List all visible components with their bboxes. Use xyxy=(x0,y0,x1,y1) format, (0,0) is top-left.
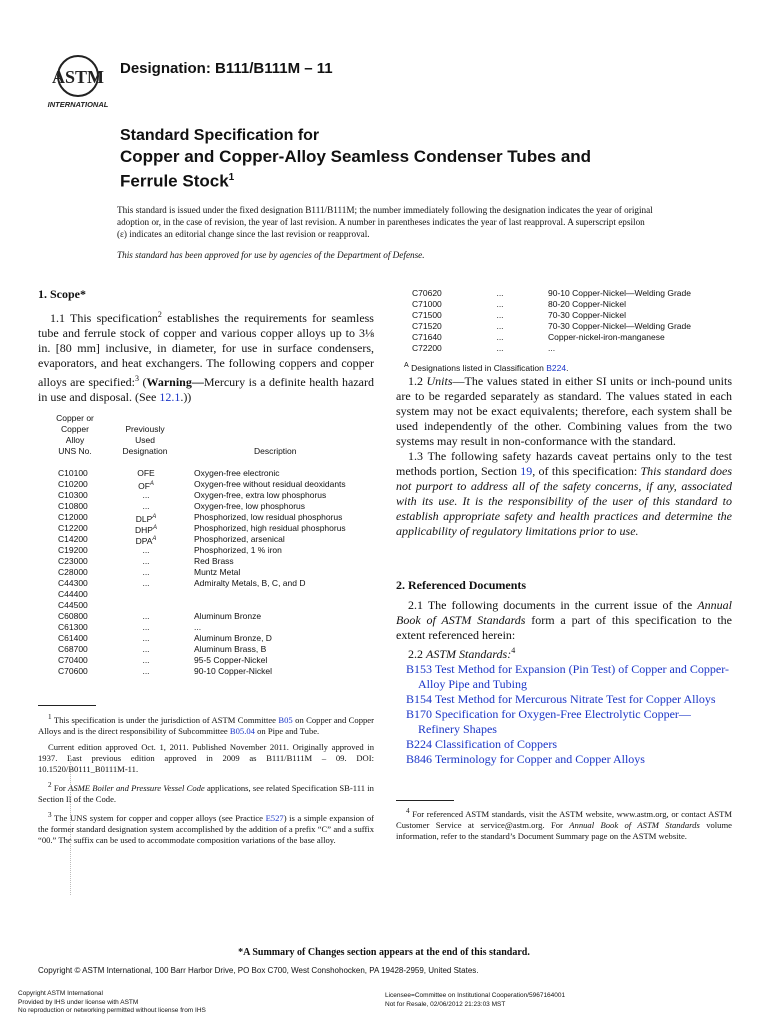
previous-designation: ... xyxy=(496,343,504,353)
margin-dots xyxy=(70,755,72,895)
uns-number: C44400 xyxy=(58,589,88,599)
previous-designation: ... xyxy=(496,321,504,331)
previous-designation: ... xyxy=(142,556,150,566)
table-row xyxy=(58,655,378,666)
alloy-description: Oxygen-free electronic xyxy=(194,468,280,478)
refs-heading: 2. Referenced Documents xyxy=(396,578,527,592)
uns-number: C70400 xyxy=(58,655,88,665)
safety-paragraph: 1.3 The following safety hazards caveat pertains only to the test methods portion, Section 19, of this specification: This standard does not purport to address all of the safety concerns, if any, associated with its use. It is the responsibility of the user of this standard to establish appropriate safety and health practices and determine the applicability of regulatory limitations prior to use. xyxy=(396,449,732,538)
alloy-description: Oxygen-free, extra low phosphorus xyxy=(194,490,327,500)
reference-item xyxy=(406,692,732,707)
alloy-table-right xyxy=(412,288,732,354)
footnote-3: $^3$ The UNS system for copper and copper alloys (see Practice E527) is a simple expansion of the former standard designation system accomplished by the addition of a prefix “C” and a suffix “00.” The suffix can be used to accommodate composition variations of the base alloy. xyxy=(38,810,374,845)
table-row xyxy=(58,501,378,512)
alloy-table-header xyxy=(52,413,372,463)
previous-designation: ... xyxy=(142,622,150,632)
footnote-4: $^4$ For referenced ASTM standards, visit the ASTM website, www.astm.org, or contact ASTM Customer Service at service@astm.org. For Annual Book of ASTM Standards volume information, refer to the standard’s Document Summary page on the ASTM website. xyxy=(396,807,732,841)
previous-designation: ... xyxy=(142,567,150,577)
previous-designation: ... xyxy=(142,501,150,511)
alloy-description: Phosphorized, low residual phosphorus xyxy=(194,512,343,522)
col-uns-header: Copper or Copper Alloy UNS No. xyxy=(56,413,94,456)
table-row xyxy=(58,545,378,556)
refs-paragraph-2-1: 2.1 The following documents in the current issue of the Annual Book of ASTM Standards form a part of this specification to the extent referenced herein: xyxy=(396,598,732,642)
previous-designation: ... xyxy=(496,332,504,342)
uns-number: C71520 xyxy=(412,321,442,331)
footnote-rule xyxy=(38,705,96,706)
alloy-description: Aluminum Bronze, D xyxy=(194,633,272,643)
title-line-3: Ferrule Stock$^1$ xyxy=(120,171,235,191)
section-19-link[interactable]: 19 xyxy=(520,464,533,478)
uns-number: C70620 xyxy=(412,288,442,298)
b05-04-link[interactable]: B05.04 xyxy=(229,725,255,736)
uns-number: C44500 xyxy=(58,600,88,610)
previous-designation: ... xyxy=(496,299,504,309)
notice-paragraph: This standard is issued under the fixed designation B111/B111M; the number immediately following the designation indicates the year of original adoption or, in the case of revision, the year of last revision. A number in parentheses indicates the year of last reapproval. A superscript epsilon (ε) indicates an editorial change since the last revision or reapproval. xyxy=(117,205,653,239)
alloy-description: 70-30 Copper-Nickel xyxy=(548,310,626,320)
uns-number: C10200 xyxy=(58,479,88,489)
e527-link[interactable]: E527 xyxy=(265,812,284,823)
table-row xyxy=(58,468,378,479)
title-line-1: Standard Specification for xyxy=(120,127,320,144)
refs-paragraph-2-2: 2.2 ASTM Standards:$^4$ xyxy=(408,646,516,661)
uns-number: C12200 xyxy=(58,523,88,533)
footnotes-left xyxy=(38,712,374,851)
alloy-table-left xyxy=(58,468,378,677)
section-12-1-link[interactable]: 12.1 xyxy=(159,390,181,404)
table-row xyxy=(412,299,732,310)
previous-designation: ... xyxy=(142,666,150,676)
uns-number: C44300 xyxy=(58,578,88,588)
designation: Designation: B111/B111M – 11 xyxy=(120,60,333,77)
alloy-description: Phosphorized, 1 % iron xyxy=(194,545,282,555)
reference-item xyxy=(406,662,732,692)
previous-designation: ... xyxy=(142,578,150,588)
alloy-description: ... xyxy=(194,622,202,632)
reference-code-link[interactable]: B224 xyxy=(406,737,433,751)
table-row xyxy=(58,622,378,633)
copyright-line: Copyright © ASTM International, 100 Barr Harbor Drive, PO Box C700, West Conshohocken, PA 19428-2959, United States. xyxy=(38,966,479,975)
uns-number: C61400 xyxy=(58,633,88,643)
alloy-description: Oxygen-free without residual deoxidants xyxy=(194,479,346,489)
footnote-2: $^2$ For ASME Boiler and Pressure Vessel Code applications, see related Specification SB-111 in Section II of the Code. xyxy=(38,780,374,804)
alloy-description: ... xyxy=(548,343,556,353)
reference-title-link[interactable]: Test Method for Mercurous Nitrate Test for Copper Alloys xyxy=(434,692,716,706)
alloy-description: Aluminum Brass, B xyxy=(194,644,267,654)
astm-standards-list xyxy=(396,662,732,767)
scope-heading: 1. Scope* xyxy=(38,287,86,301)
table-row xyxy=(412,288,732,299)
reference-code-link[interactable]: B170 xyxy=(406,707,433,721)
alloy-description: Phosphorized, high residual phosphorus xyxy=(194,523,346,533)
footnotes-right xyxy=(396,806,732,847)
uns-number: C12000 xyxy=(58,512,88,522)
previous-designation: ... xyxy=(496,310,504,320)
table-row xyxy=(412,343,732,354)
table-row xyxy=(58,633,378,644)
previous-designation: $OF^A$ xyxy=(138,480,154,491)
table-row xyxy=(58,479,378,490)
uns-number: C10300 xyxy=(58,490,88,500)
alloy-description: Phosphorized, arsenical xyxy=(194,534,285,544)
table-row xyxy=(58,512,378,523)
table-footnote: $^A$ Designations listed in Classification B224. xyxy=(404,361,569,373)
previous-designation: ... xyxy=(496,288,504,298)
alloy-description: 95-5 Copper-Nickel xyxy=(194,655,268,665)
reference-title-link[interactable]: Classification of Coppers xyxy=(435,737,557,751)
table-row xyxy=(412,310,732,321)
table-row xyxy=(58,556,378,567)
col-desc-header: Description xyxy=(254,446,297,456)
alloy-description: 70-30 Copper-Nickel—Welding Grade xyxy=(548,321,691,331)
title-line-2: Copper and Copper-Alloy Seamless Condenser Tubes and xyxy=(120,147,592,166)
b224-table-link[interactable]: B224 xyxy=(546,362,567,373)
uns-number: C68700 xyxy=(58,644,88,654)
alloy-description: Admiralty Metals, B, C, and D xyxy=(194,578,306,588)
table-row xyxy=(58,534,378,545)
table-row xyxy=(58,589,378,600)
previous-designation: ... xyxy=(142,655,150,665)
table-row xyxy=(58,600,378,611)
previous-designation: ... xyxy=(142,545,150,555)
uns-number: C71000 xyxy=(412,299,442,309)
table-row xyxy=(58,611,378,622)
col-prev-header: Previously Used Designation xyxy=(122,424,168,456)
table-row xyxy=(58,567,378,578)
previous-designation: ... xyxy=(142,644,150,654)
previous-designation: $DPA^A$ xyxy=(135,535,157,546)
uns-number: C60800 xyxy=(58,611,88,621)
alloy-description: Copper-nickel-iron-manganese xyxy=(548,332,665,342)
reference-title-link[interactable]: Terminology for Copper and Copper Alloys xyxy=(434,752,645,766)
reference-title-link[interactable]: Test Method for Expansion (Pin Test) of Copper and Copper-Alloy Pipe and Tubing xyxy=(418,662,729,691)
previous-designation: $DLP^A$ xyxy=(135,513,157,524)
previous-designation: $DHP^A$ xyxy=(135,524,157,535)
table-row xyxy=(412,332,732,343)
footnote-1-edition: Current edition approved Oct. 1, 2011. Published November 2011. Originally approved in 1937. Last previous edition approved in 2009 as B111/B111M – 09. DOI: 10.1520/B0111_B0111M-11. xyxy=(38,741,374,774)
alloy-description: 90-10 Copper-Nickel—Welding Grade xyxy=(548,288,691,298)
license-left: Copyright ASTM International Provided by IHS under license with ASTM No reproduction or networking permitted without license from IHS xyxy=(18,990,206,1014)
uns-number: C71640 xyxy=(412,332,442,342)
table-row xyxy=(58,644,378,655)
svg-text:INTERNATIONAL: INTERNATIONAL xyxy=(47,100,109,109)
uns-number: C10800 xyxy=(58,501,88,511)
table-row xyxy=(58,578,378,589)
uns-number: C61300 xyxy=(58,622,88,632)
table-row xyxy=(58,490,378,501)
reference-title-link[interactable]: Specification for Oxygen-Free Electrolytic Copper—Refinery Shapes xyxy=(418,707,691,736)
uns-number: C14200 xyxy=(58,534,88,544)
svg-text:ASTM: ASTM xyxy=(51,67,105,87)
alloy-description: Muntz Metal xyxy=(194,567,241,577)
reference-code-link[interactable]: B153 xyxy=(406,662,433,676)
previous-designation: ... xyxy=(142,490,150,500)
dod-notice: This standard has been approved for use by agencies of the Department of Defense. xyxy=(117,250,425,260)
table-row xyxy=(58,666,378,677)
title-block xyxy=(120,126,591,192)
table-row xyxy=(412,321,732,332)
uns-number: C10100 xyxy=(58,468,88,478)
previous-designation: ... xyxy=(142,633,150,643)
units-paragraph: 1.2 Units—The values stated in either SI units or inch-pound units are to be regarded separately as standard. The values stated in each system may not be exact equivalents; therefore, each system shall be used independently of the other. Combining values from the two systems may result in non-conformance with the standard. 1.3 The following safety hazards caveat pertains only to the test methods portion, Section 19, of this specification: This standard does not purport to address all of the safety concerns, if any, associated with its use. It is the responsibility of the user of this standard to establish appropriate safety and health practices and determine the applicability of regulatory limitations prior to use. xyxy=(396,374,733,538)
uns-number: C70600 xyxy=(58,666,88,676)
footnote-1: $^1$ This specification is under the jurisdiction of ASTM Committee B05 on Copper and Copper Alloys and is the direct responsibility of Subcommittee B05.04 on Pipe and Tube. xyxy=(38,713,374,736)
uns-number: C23000 xyxy=(58,556,88,566)
alloy-description: Oxygen-free, low phosphorus xyxy=(194,501,306,511)
uns-number: C19200 xyxy=(58,545,88,555)
reference-item xyxy=(406,707,732,737)
previous-designation: ... xyxy=(142,611,150,621)
reference-code-link[interactable]: B154 xyxy=(406,692,433,706)
alloy-description: 80-20 Copper-Nickel xyxy=(548,299,626,309)
standard-notice xyxy=(117,204,657,270)
reference-item xyxy=(406,752,732,767)
reference-item xyxy=(406,737,732,752)
alloy-description: Red Brass xyxy=(194,556,234,566)
license-right: Licensee=Committee on Institutional Cooperation/5967164001 Not for Resale, 02/06/2012 21:23:03 MST xyxy=(385,992,566,1008)
summary-note: *A Summary of Changes section appears at the end of this standard. xyxy=(238,947,530,958)
scope-section xyxy=(38,287,374,405)
alloy-description: 90-10 Copper-Nickel xyxy=(194,666,272,676)
referenced-documents-section xyxy=(396,578,732,767)
previous-designation: OFE xyxy=(137,468,155,478)
uns-number: C28000 xyxy=(58,567,88,577)
footnote-rule-right xyxy=(396,800,454,801)
uns-number: C72200 xyxy=(412,343,442,353)
table-row xyxy=(58,523,378,534)
astm-logo xyxy=(44,52,112,110)
alloy-description: Aluminum Bronze xyxy=(194,611,262,621)
reference-code-link[interactable]: B846 xyxy=(406,752,433,766)
b05-link[interactable]: B05 xyxy=(278,714,293,725)
scope-paragraph: 1.1 This specification$^2$ establishes the requirements for seamless tube and ferrule stock of copper and various copper alloys up to 3⅛ in. [80 mm] inclusive, in diameter, for use in surface condensers, evaporators, and heat exchangers. The following coppers and copper alloys are specified:$^3$ (Warning—Mercury is a definite health hazard in use and disposal. (See 12.1.)) xyxy=(38,310,374,404)
uns-number: C71500 xyxy=(412,310,442,320)
